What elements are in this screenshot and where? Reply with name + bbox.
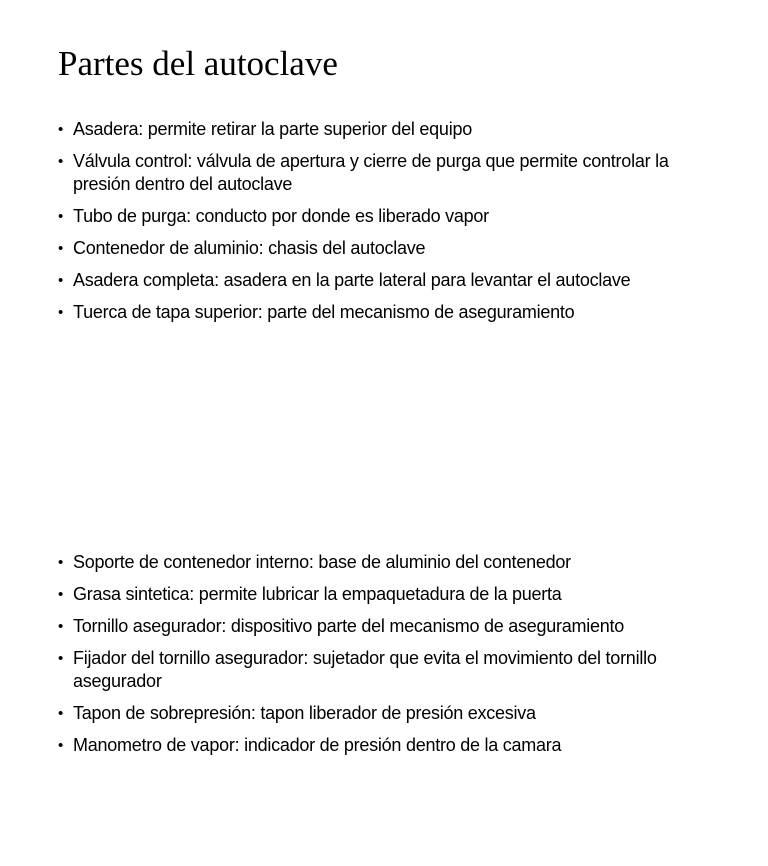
list-item-text: Soporte de contenedor interno: base de aluminio del contenedor xyxy=(73,552,571,572)
list-item xyxy=(58,237,718,260)
bullet-icon: • xyxy=(58,554,64,571)
list-item xyxy=(58,301,718,324)
bullet-icon: • xyxy=(58,121,64,138)
list-item xyxy=(58,269,718,292)
bullet-icon: • xyxy=(58,618,64,635)
bullet-icon: • xyxy=(58,737,64,754)
list-item xyxy=(58,118,718,141)
list-item-text: Tuerca de tapa superior: parte del mecanismo de aseguramiento xyxy=(73,302,575,322)
list-item-text: Asadera: permite retirar la parte superior del equipo xyxy=(73,119,472,139)
list-item-text: Asadera completa: asadera en la parte lateral para levantar el autoclave xyxy=(73,270,631,290)
list-item xyxy=(58,551,718,574)
list-item xyxy=(58,205,718,228)
list-item-text: Fijador del tornillo asegurador: sujetador que evita el movimiento del tornillo asegurador xyxy=(73,648,657,691)
list-item-text: Tornillo asegurador: dispositivo parte del mecanismo de aseguramiento xyxy=(73,616,625,636)
list-item xyxy=(58,150,718,196)
list-item-text: Grasa sintetica: permite lubricar la empaquetadura de la puerta xyxy=(73,584,562,604)
parts-list-top xyxy=(58,118,718,333)
list-item-text: Manometro de vapor: indicador de presión dentro de la camara xyxy=(73,735,562,755)
list-item xyxy=(58,702,718,725)
bullet-icon: • xyxy=(58,705,64,722)
bullet-icon: • xyxy=(58,272,64,289)
bullet-icon: • xyxy=(58,153,64,170)
parts-list-bottom xyxy=(58,551,718,766)
bullet-icon: • xyxy=(58,304,64,321)
list-item-text: Tapon de sobrepresión: tapon liberador de presión excesiva xyxy=(73,703,536,723)
list-item xyxy=(58,615,718,638)
bullet-icon: • xyxy=(58,208,64,225)
list-item-text: Válvula control: válvula de apertura y cierre de purga que permite controlar la presión dentro del autoclave xyxy=(73,151,669,194)
bullet-icon: • xyxy=(58,650,64,667)
list-item-text: Tubo de purga: conducto por donde es liberado vapor xyxy=(73,206,489,226)
list-item xyxy=(58,647,718,693)
list-item xyxy=(58,583,718,606)
list-item-text: Contenedor de aluminio: chasis del autoclave xyxy=(73,238,426,258)
bullet-icon: • xyxy=(58,240,64,257)
slide-title: Partes del autoclave xyxy=(58,44,338,83)
bullet-icon: • xyxy=(58,586,64,603)
list-item xyxy=(58,734,718,757)
